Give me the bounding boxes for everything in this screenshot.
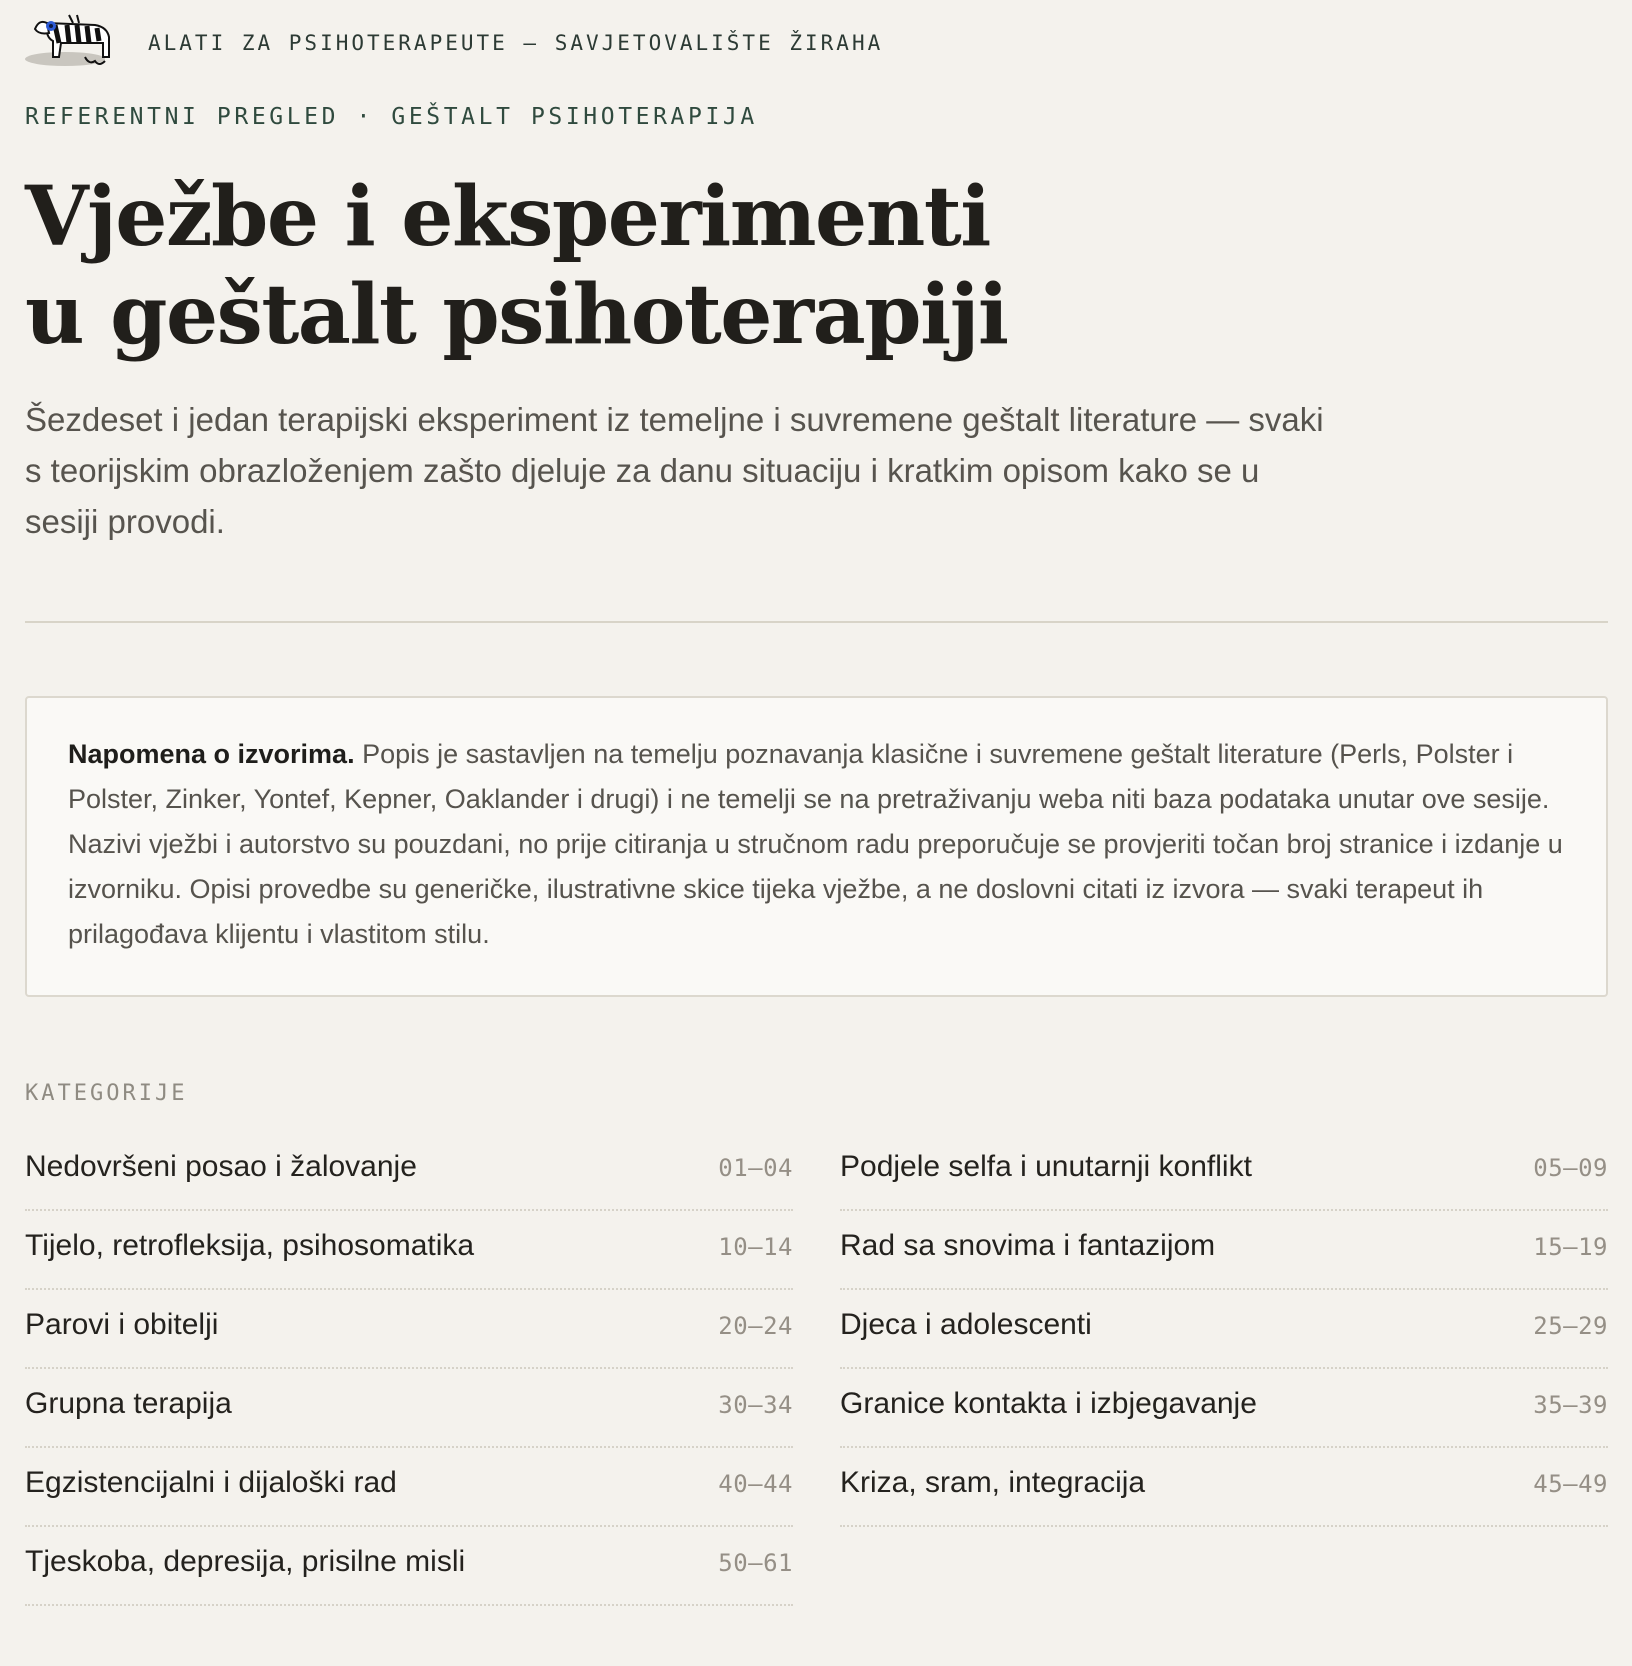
category-item[interactable] (840, 1213, 1608, 1290)
category-name: Granice kontakta i izbjegavanje (840, 1387, 1257, 1420)
category-range: 05–09 (1533, 1154, 1608, 1182)
category-item[interactable] (840, 1450, 1608, 1527)
category-range: 15–19 (1533, 1233, 1608, 1261)
category-name: Egzistencijalni i dijaloški rad (25, 1466, 397, 1499)
category-name: Tijelo, retrofleksija, psihosomatika (25, 1229, 475, 1262)
zebra-logo-icon[interactable] (25, 13, 120, 73)
category-item[interactable] (25, 1371, 793, 1448)
sources-note-text: Popis je sastavljen na temelju poznavanja klasične i suvremene geštalt literature (Perls, Polster i Polster, Zinker, Yontef, Kepner, Oaklander i drugi) i ne temelji se na pretraživanju weba niti baza podataka unutar ove sesije. Nazivi vježbi i autorstvo su pouzdani, no prije citiranja u stručnom radu preporučuje se provjeriti točan broj stranice i izdanje u izvorniku. Opisi provedbe su generičke, ilustrativne skice tijeka vježbe, a ne doslovni citati iz izvora — svaki terapeut ih prilagođava klijentu i vlastitom stilu. (68, 739, 1563, 949)
category-range: 01–04 (718, 1154, 793, 1182)
category-name: Grupna terapija (25, 1387, 232, 1420)
category-item[interactable] (25, 1213, 793, 1290)
category-name: Djeca i adolescenti (840, 1308, 1092, 1341)
top-bar (25, 0, 1607, 86)
categories-list (25, 1134, 1608, 1608)
category-name: Nedovršeni posao i žalovanje (25, 1150, 417, 1183)
category-range: 10–14 (718, 1233, 793, 1261)
divider (25, 621, 1608, 623)
sources-note-label: Napomena o izvorima. (68, 739, 355, 769)
page-title-line-2: u geštalt psihoterapiji (25, 267, 1008, 363)
category-name: Parovi i obitelji (25, 1308, 219, 1341)
category-name: Kriza, sram, integracija (840, 1466, 1146, 1499)
sources-note (25, 696, 1608, 997)
category-range: 40–44 (718, 1470, 793, 1498)
category-item[interactable] (25, 1134, 793, 1211)
category-range: 35–39 (1533, 1391, 1608, 1419)
lead-paragraph: Šezdeset i jedan terapijski eksperiment iz temeljne i suvremene geštalt literature — svaki s teorijskim obrazloženjem zašto djeluje za danu situaciju i kratkim opisom kako se u sesiji provodi. (25, 401, 1324, 540)
category-item[interactable] (840, 1292, 1608, 1369)
category-item[interactable] (25, 1529, 793, 1606)
category-range: 45–49 (1533, 1470, 1608, 1498)
category-item[interactable] (25, 1450, 793, 1527)
category-item[interactable] (840, 1371, 1608, 1448)
category-item[interactable] (25, 1292, 793, 1369)
category-item[interactable] (840, 1134, 1608, 1211)
category-name: Tjeskoba, depresija, prisilne misli (25, 1545, 466, 1578)
categories-heading: KATEGORIJE (25, 1081, 188, 1106)
category-range: 20–24 (718, 1312, 793, 1340)
category-name: Podjele selfa i unutarnji konflikt (840, 1150, 1252, 1183)
page-title (25, 168, 1607, 364)
category-range: 50–61 (718, 1549, 793, 1577)
category-name: Rad sa snovima i fantazijom (840, 1229, 1216, 1262)
category-range: 30–34 (718, 1391, 793, 1419)
eyebrow-label: REFERENTNI PREGLED · GEŠTALT PSIHOTERAPIJA (25, 104, 758, 130)
brand-title: ALATI ZA PSIHOTERAPEUTE — SAVJETOVALIŠTE ŽIRAHA (148, 31, 884, 55)
category-range: 25–29 (1533, 1312, 1608, 1340)
page-title-line-1: Vježbe i eksperimenti (25, 169, 990, 265)
